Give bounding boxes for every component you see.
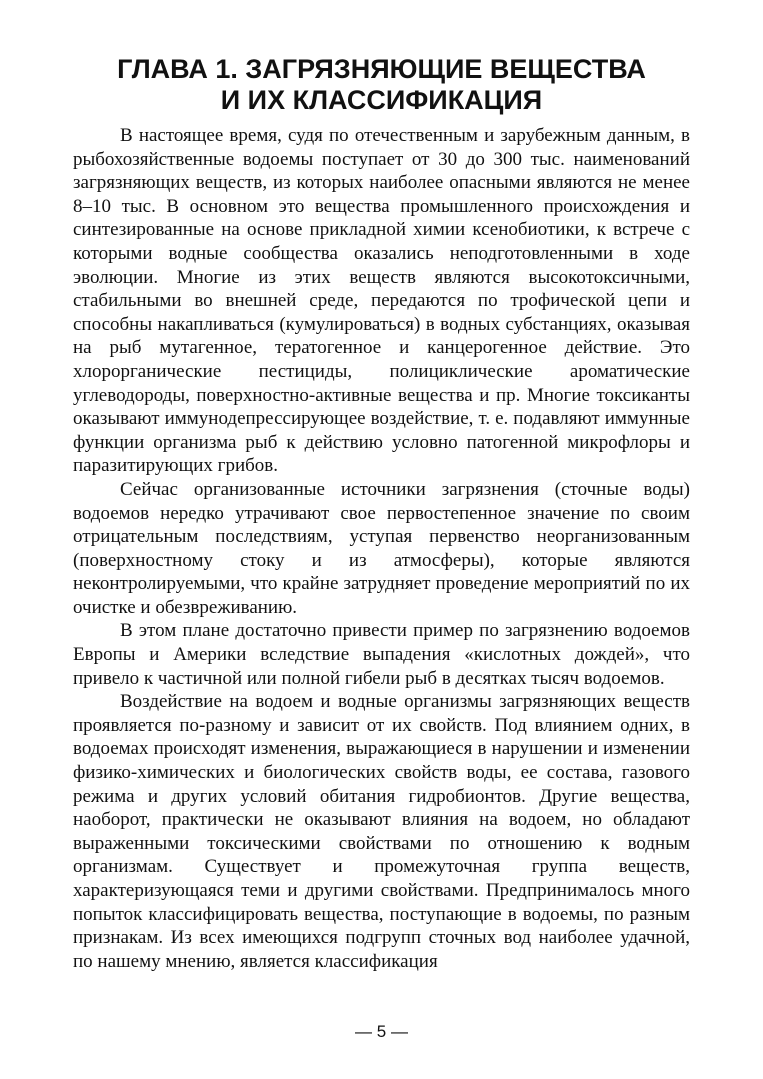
chapter-title (60, 54, 703, 116)
body-text (73, 124, 690, 973)
paragraph: Воздействие на водоем и водные организмы загрязняющих веществ проявляется по-разному и зависит от их свойств. Под влиянием одних, в водоемах происходят изменения, выражающиеся в нарушении и изменении физико-химических и биологических свойств воды, ее состава, газового режима и других условий обитания гидробионтов. Другие вещества, наоборот, практически не оказывают влияния на водоем, но обладают выраженными токсическими свойствами по отношению к водным организмам. Существует и промежуточная группа веществ, характеризующаяся теми и другими свойствами. Предпринималось много попыток классифицировать вещества, поступающие в водоемы, по разным признакам. Из всех имеющихся подгрупп сточных вод наиболее удачной, по нашему мнению, является классификация (73, 691, 690, 972)
paragraph: Сейчас организованные источники загрязнения (сточные воды) водоемов нередко утрачивают свое первостепенное значение по своим отрицательным последствиям, уступая первенство неорганизованным (поверхностному стоку и из атмосферы), которые являются неконтролируемыми, что крайне затрудняет проведение мероприятий по их очистке и обезвреживанию. (73, 478, 690, 618)
chapter-title-line-1: ГЛАВА 1. ЗАГРЯЗНЯЮЩИЕ ВЕЩЕСТВА (117, 54, 646, 84)
page-number: — 5 — (355, 1022, 408, 1041)
paragraph: В настоящее время, судя по отечественным и зарубежным данным, в рыбохозяйственные водоемы поступает от 30 до 300 тыс. наименований загрязняющих веществ, из которых наиболее опасными являются не менее 8–10 тыс. В основном это вещества промышленного происхождения и синтезированные на основе прикладной химии ксенобиотики, к встрече с которыми водные сообщества оказались неподготовленными в ходе эволюции. Многие из этих веществ являются высокотоксичными, стабильными во внешней среде, передаются по трофической цепи и способны накапливаться (кумулироваться) в водных субстанциях, оказывая на рыб мутагенное, тератогенное и канцерогенное действие. Это хлорорганические пестициды, полициклические ароматические углеводороды, поверхностно-активные вещества и пр. Многие токсиканты оказывают иммунодепрессирующее воздействие, т. е. подавляют иммунные функции организма рыб к действию условно патогенной микрофлоры и паразитирующих грибов. (73, 125, 690, 477)
paragraph: В этом плане достаточно привести пример по загрязнению водоемов Европы и Америки вследствие выпадения «кислотных дождей», что привело к частичной или полной гибели рыб в десятках тысяч водоемов. (73, 620, 690, 689)
chapter-title-line-2: И ИХ КЛАССИФИКАЦИЯ (220, 85, 543, 115)
